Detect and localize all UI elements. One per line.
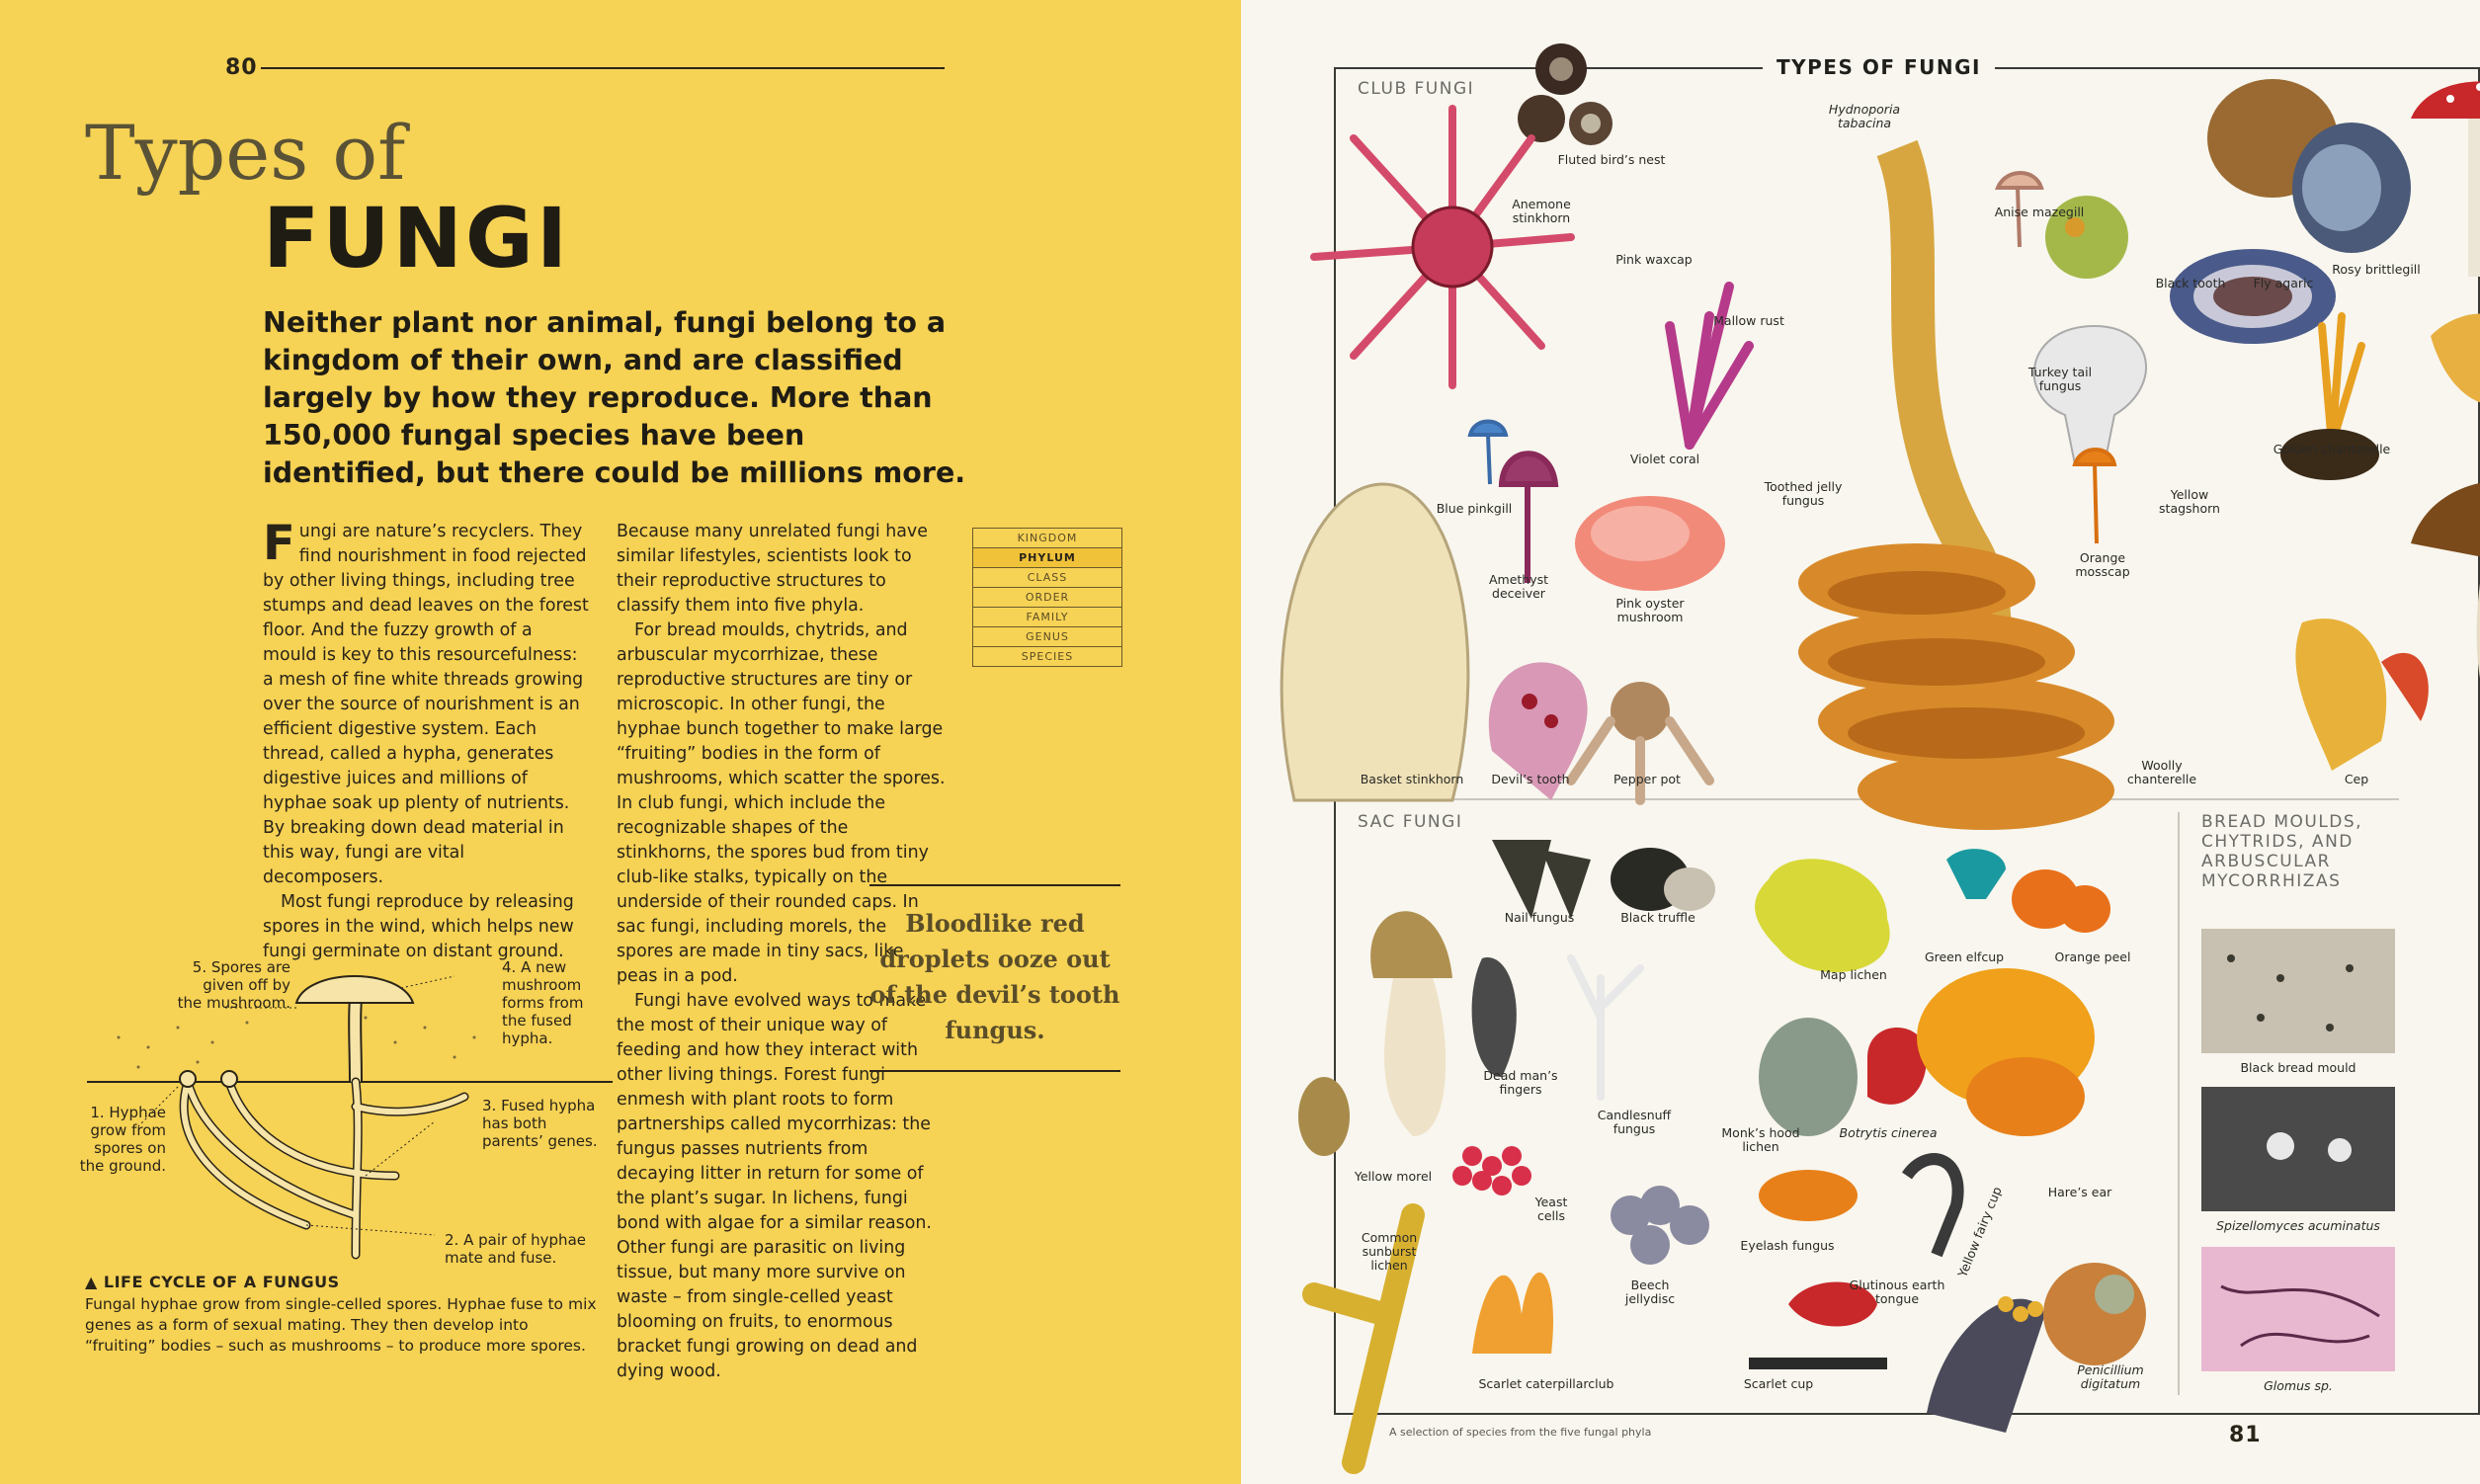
label-blue-pinkgill: Blue pinkgill: [1436, 501, 1513, 516]
taxonomy-ladder: [972, 528, 1122, 667]
label-penicillium: Penicillium digitatum: [2077, 1362, 2144, 1391]
page-number-right: 81: [2229, 1423, 2262, 1447]
label-eyelash-fungus: Eyelash fungus: [1740, 1238, 1835, 1253]
label-candlesnuff: Candlesnuff fungus: [1597, 1108, 1672, 1136]
label-pepper-pot: Pepper pot: [1613, 772, 1681, 786]
label-glutinous-earth-tongue: Glutinous earth tongue: [1849, 1278, 1945, 1306]
label-basket-stinkhorn: Basket stinkhorn: [1360, 772, 1464, 786]
label-dead-mans-fingers: Dead man’s fingers: [1483, 1068, 1558, 1097]
lifecycle-label-5: 5. Spores are given off by the mushroom.: [177, 958, 290, 1012]
page-title-line2: FUNGI: [263, 190, 571, 287]
label-monks-hood-lichen: Monk’s hood lichen: [1721, 1125, 1800, 1154]
label-mallow-rust: Mallow rust: [1713, 313, 1784, 328]
label-anise-mazegill: Anise mazegill: [1994, 205, 2085, 219]
page-title-line1: Types of: [85, 109, 406, 197]
lifecycle-label-4: 4. A new mushroom forms from the fused hypha.: [502, 958, 584, 1047]
label-botrytis: Botrytis cinerea: [1839, 1125, 1938, 1140]
page-number-left: 80: [225, 55, 258, 80]
col1-paragraph-1: ungi are nature’s recyclers. They find nourishment in food rejected by other living things, including tree stumps and dead leaves on the forest floor. And the fuzzy growth of a mould is key to this resourcefulness: a mesh of fine white threads growing over the source of nourishment is an efficient digestive system. Each thread, called a hypha, generates digestive juices and millions of hyphae soak up plenty of nutrients. By breaking down dead material in this way, fungi are vital decomposers.: [263, 522, 589, 887]
label-black-bread-mould: Black bread mould: [2240, 1060, 2356, 1075]
taxonomy-genus: GENUS: [973, 627, 1121, 647]
lifecycle-label-2: 2. A pair of hyphae mate and fuse.: [445, 1231, 586, 1267]
taxonomy-species: SPECIES: [1021, 650, 1074, 663]
lifecycle-caption: Fungal hyphae grow from single-celled spores. Hyphae fuse to mix genes as a form of sexual mating. They then develop into “fruiting” bodies – such as mushrooms – to produce more spores.: [85, 1295, 597, 1355]
col2-paragraph-2: For bread moulds, chytrids, and arbuscular mycorrhizae, these reproductive structures are tiny or microscopic. In other fungi, the hyphae bunch together to make large “fruiting” bodies in the form of mushrooms, which scatter the spores. In club fungi, which include the recognizable shapes of the stinkhorns, the spores bud from tiny club-like stalks, typically on the underside of their rounded caps. In sac fungi, including morels, the spores are made in tiny sacs, like peas in a pod.: [617, 620, 946, 986]
label-golden-chanterelle: Golden chanterelle: [2273, 442, 2391, 456]
plate-footnote: A selection of species from the five fungal phyla: [1389, 1426, 1652, 1439]
fluted-birds-nest-illustration: [1518, 43, 1612, 145]
taxonomy-kingdom: KINGDOM: [973, 529, 1121, 548]
black-bread-mould-micrograph: [2201, 929, 2395, 1053]
label-yellow-stagshorn: Yellow stagshorn: [2159, 487, 2220, 516]
section-sac-fungi: SAC FUNGI: [1358, 812, 1463, 832]
label-sunburst-lichen: Common sunburst lichen: [1361, 1230, 1418, 1273]
section-bread-moulds: BREAD MOULDS, CHYTRIDS, AND ARBUSCULAR MYCORRHIZAS: [2201, 812, 2363, 891]
header-rule: [261, 67, 945, 69]
glomus-micrograph: [2201, 1247, 2395, 1371]
label-orange-mosscap: Orange mosscap: [2075, 550, 2130, 579]
label-fluted-birds-nest: Fluted bird’s nest: [1557, 152, 1666, 167]
plate-title: TYPES OF FUNGI: [1763, 55, 1995, 79]
label-glomus: Glomus sp.: [2264, 1378, 2333, 1393]
label-woolly-chanterelle: Woolly chanterelle: [2126, 758, 2197, 786]
drop-cap: F: [263, 516, 295, 571]
lifecycle-caption-heading: ▲ LIFE CYCLE OF A FUNGUS: [85, 1273, 340, 1291]
pull-quote: Bloodlike red droplets ooze out of the devil’s tooth fungus.: [869, 884, 1120, 1072]
label-scarlet-caterpillarclub: Scarlet caterpillarclub: [1478, 1376, 1614, 1391]
label-map-lichen: Map lichen: [1820, 967, 1887, 982]
label-black-tooth: Black tooth: [2155, 276, 2226, 290]
label-scarlet-cup: Scarlet cup: [1743, 1376, 1814, 1391]
label-turkey-tail: Turkey tail fungus: [2027, 365, 2093, 393]
label-toothed-jelly: Toothed jelly fungus: [1764, 479, 1843, 508]
label-fly-agaric: Fly agaric: [2253, 276, 2314, 290]
col1-paragraph-2: Most fungi reproduce by releasing spores in the wind, which helps new fungi germinate on distant ground.: [263, 892, 574, 961]
lede-paragraph: Neither plant nor animal, fungi belong to a kingdom of their own, and are classified largely by how they reproduce. More than 150,000 fungal species have been identified, but there could be millions more.: [263, 306, 966, 489]
label-amethyst-deceiver: Amethyst deceiver: [1488, 572, 1549, 601]
label-hydnoporia: Hydnoporia tabacina: [1828, 102, 1901, 130]
col2-paragraph-1: Because many unrelated fungi have similar lifestyles, scientists look to their reproductive structures to classify them into five phyla.: [617, 522, 928, 616]
taxonomy-order: ORDER: [973, 588, 1121, 608]
label-black-truffle: Black truffle: [1620, 910, 1695, 925]
lifecycle-label-3: 3. Fused hypha has both parents’ genes.: [482, 1097, 598, 1150]
section-club-fungi: CLUB FUNGI: [1358, 79, 1475, 99]
body-column-1: [263, 516, 589, 964]
label-anemone-stinkhorn: Anemone stinkhorn: [1512, 197, 1571, 225]
taxonomy-class: CLASS: [973, 568, 1121, 588]
label-green-elfcup: Green elfcup: [1924, 949, 2005, 964]
label-nail-fungus: Nail fungus: [1504, 910, 1575, 925]
label-rosy-brittlegill: Rosy brittlegill: [2332, 262, 2421, 277]
label-yellow-morel: Yellow morel: [1354, 1169, 1433, 1184]
taxonomy-phylum: PHYLUM: [973, 548, 1121, 568]
col2-paragraph-3: Fungi have evolved ways to make the most of their unique way of feeding and how they interact with other living things. Forest fungi enmesh with plant roots to form partnerships called mycorrhizas: the fungus passes nutrients from decaying litter in return for some of the plant’s sugar. In lichens, fungi bond with algae for a similar reason. Other fungi are parasitic on living tissue, but many more survive on waste – from single-celled yeast blooming on fruits, to enormous bracket fungi growing on dead and dying wood.: [617, 991, 932, 1381]
taxonomy-family: FAMILY: [973, 608, 1121, 627]
label-cep: Cep: [2344, 772, 2369, 786]
label-pink-waxcap: Pink waxcap: [1615, 252, 1693, 267]
label-spizellomyces: Spizellomyces acuminatus: [2216, 1218, 2380, 1233]
anemone-stinkhorn-illustration: [1314, 109, 1571, 385]
spizellomyces-micrograph: [2201, 1087, 2395, 1211]
label-yeast-cells: Yeast cells: [1534, 1195, 1568, 1223]
lifecycle-label-1: 1. Hyphae grow from spores on the ground.: [79, 1104, 166, 1175]
label-devils-tooth: Devil’s tooth: [1491, 772, 1570, 786]
label-violet-coral: Violet coral: [1629, 452, 1700, 466]
label-yellow-fairy-cup: Yellow fairy cup: [1954, 1184, 2005, 1279]
label-hares-ear: Hare’s ear: [2047, 1185, 2112, 1199]
label-orange-peel: Orange peel: [2054, 949, 2131, 964]
label-beech-jellydisc: Beech jellydisc: [1624, 1278, 1676, 1306]
label-pink-oyster: Pink oyster mushroom: [1615, 596, 1685, 624]
